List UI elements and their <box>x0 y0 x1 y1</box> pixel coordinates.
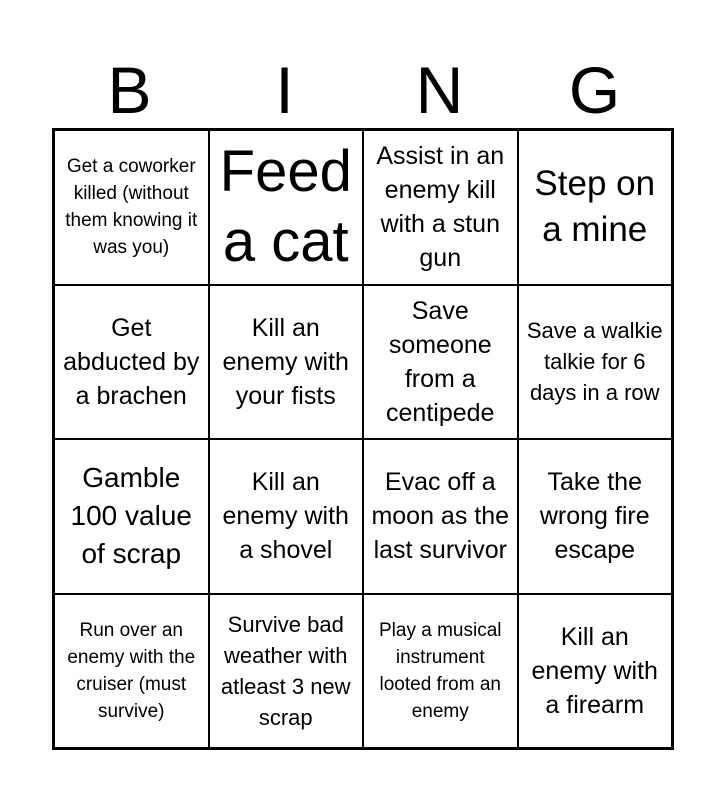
bingo-cell[interactable] <box>209 594 364 749</box>
cell-text: Kill an enemy with a firearm <box>531 622 658 719</box>
bingo-cell[interactable] <box>209 130 364 285</box>
header-letter-i: I <box>275 53 294 127</box>
bingo-grid <box>52 128 674 750</box>
cell-text: Get abducted by a brachen <box>63 313 200 410</box>
bingo-cell[interactable] <box>518 285 673 440</box>
bingo-cell[interactable] <box>518 130 673 285</box>
bingo-cell[interactable] <box>363 594 518 749</box>
header-letter-b: B <box>107 53 152 127</box>
cell-text: Kill an enemy with your fists <box>222 313 349 410</box>
cell-text: Run over an enemy with the cruiser (must survive) <box>67 619 196 722</box>
bingo-cell[interactable] <box>518 439 673 594</box>
bingo-cell[interactable] <box>363 285 518 440</box>
cell-text: Save someone from a centipede <box>386 296 495 427</box>
bingo-cell[interactable] <box>54 130 209 285</box>
header-letter-n: N <box>415 53 464 127</box>
bingo-cell[interactable] <box>54 439 209 594</box>
bingo-cell[interactable] <box>209 285 364 440</box>
bingo-cell[interactable] <box>363 439 518 594</box>
cell-text: Survive bad weather with atleast 3 new scrap <box>220 611 351 730</box>
cell-text: Feed a cat <box>219 139 352 275</box>
cell-text: Kill an enemy with a shovel <box>222 468 349 565</box>
bingo-cell[interactable] <box>54 594 209 749</box>
cell-text: Get a coworker killed (without them knowing it was you) <box>65 156 198 259</box>
bingo-header <box>52 52 672 128</box>
cell-text: Evac off a moon as the last survivor <box>371 468 510 565</box>
bingo-cell[interactable] <box>54 285 209 440</box>
bingo-cell[interactable] <box>518 594 673 749</box>
cell-text: Assist in an enemy kill with a stun gun <box>376 142 505 273</box>
header-letter-g: G <box>568 53 621 127</box>
cell-text: Play a musical instrument looted from an enemy <box>379 619 502 722</box>
cell-text: Take the wrong fire escape <box>539 468 650 565</box>
bingo-cell[interactable] <box>363 130 518 285</box>
cell-text: Gamble 100 value of scrap <box>70 462 192 570</box>
cell-text: Step on a mine <box>534 164 656 250</box>
cell-text: Save a walkie talkie for 6 days in a row <box>526 318 663 406</box>
bingo-cell[interactable] <box>209 439 364 594</box>
